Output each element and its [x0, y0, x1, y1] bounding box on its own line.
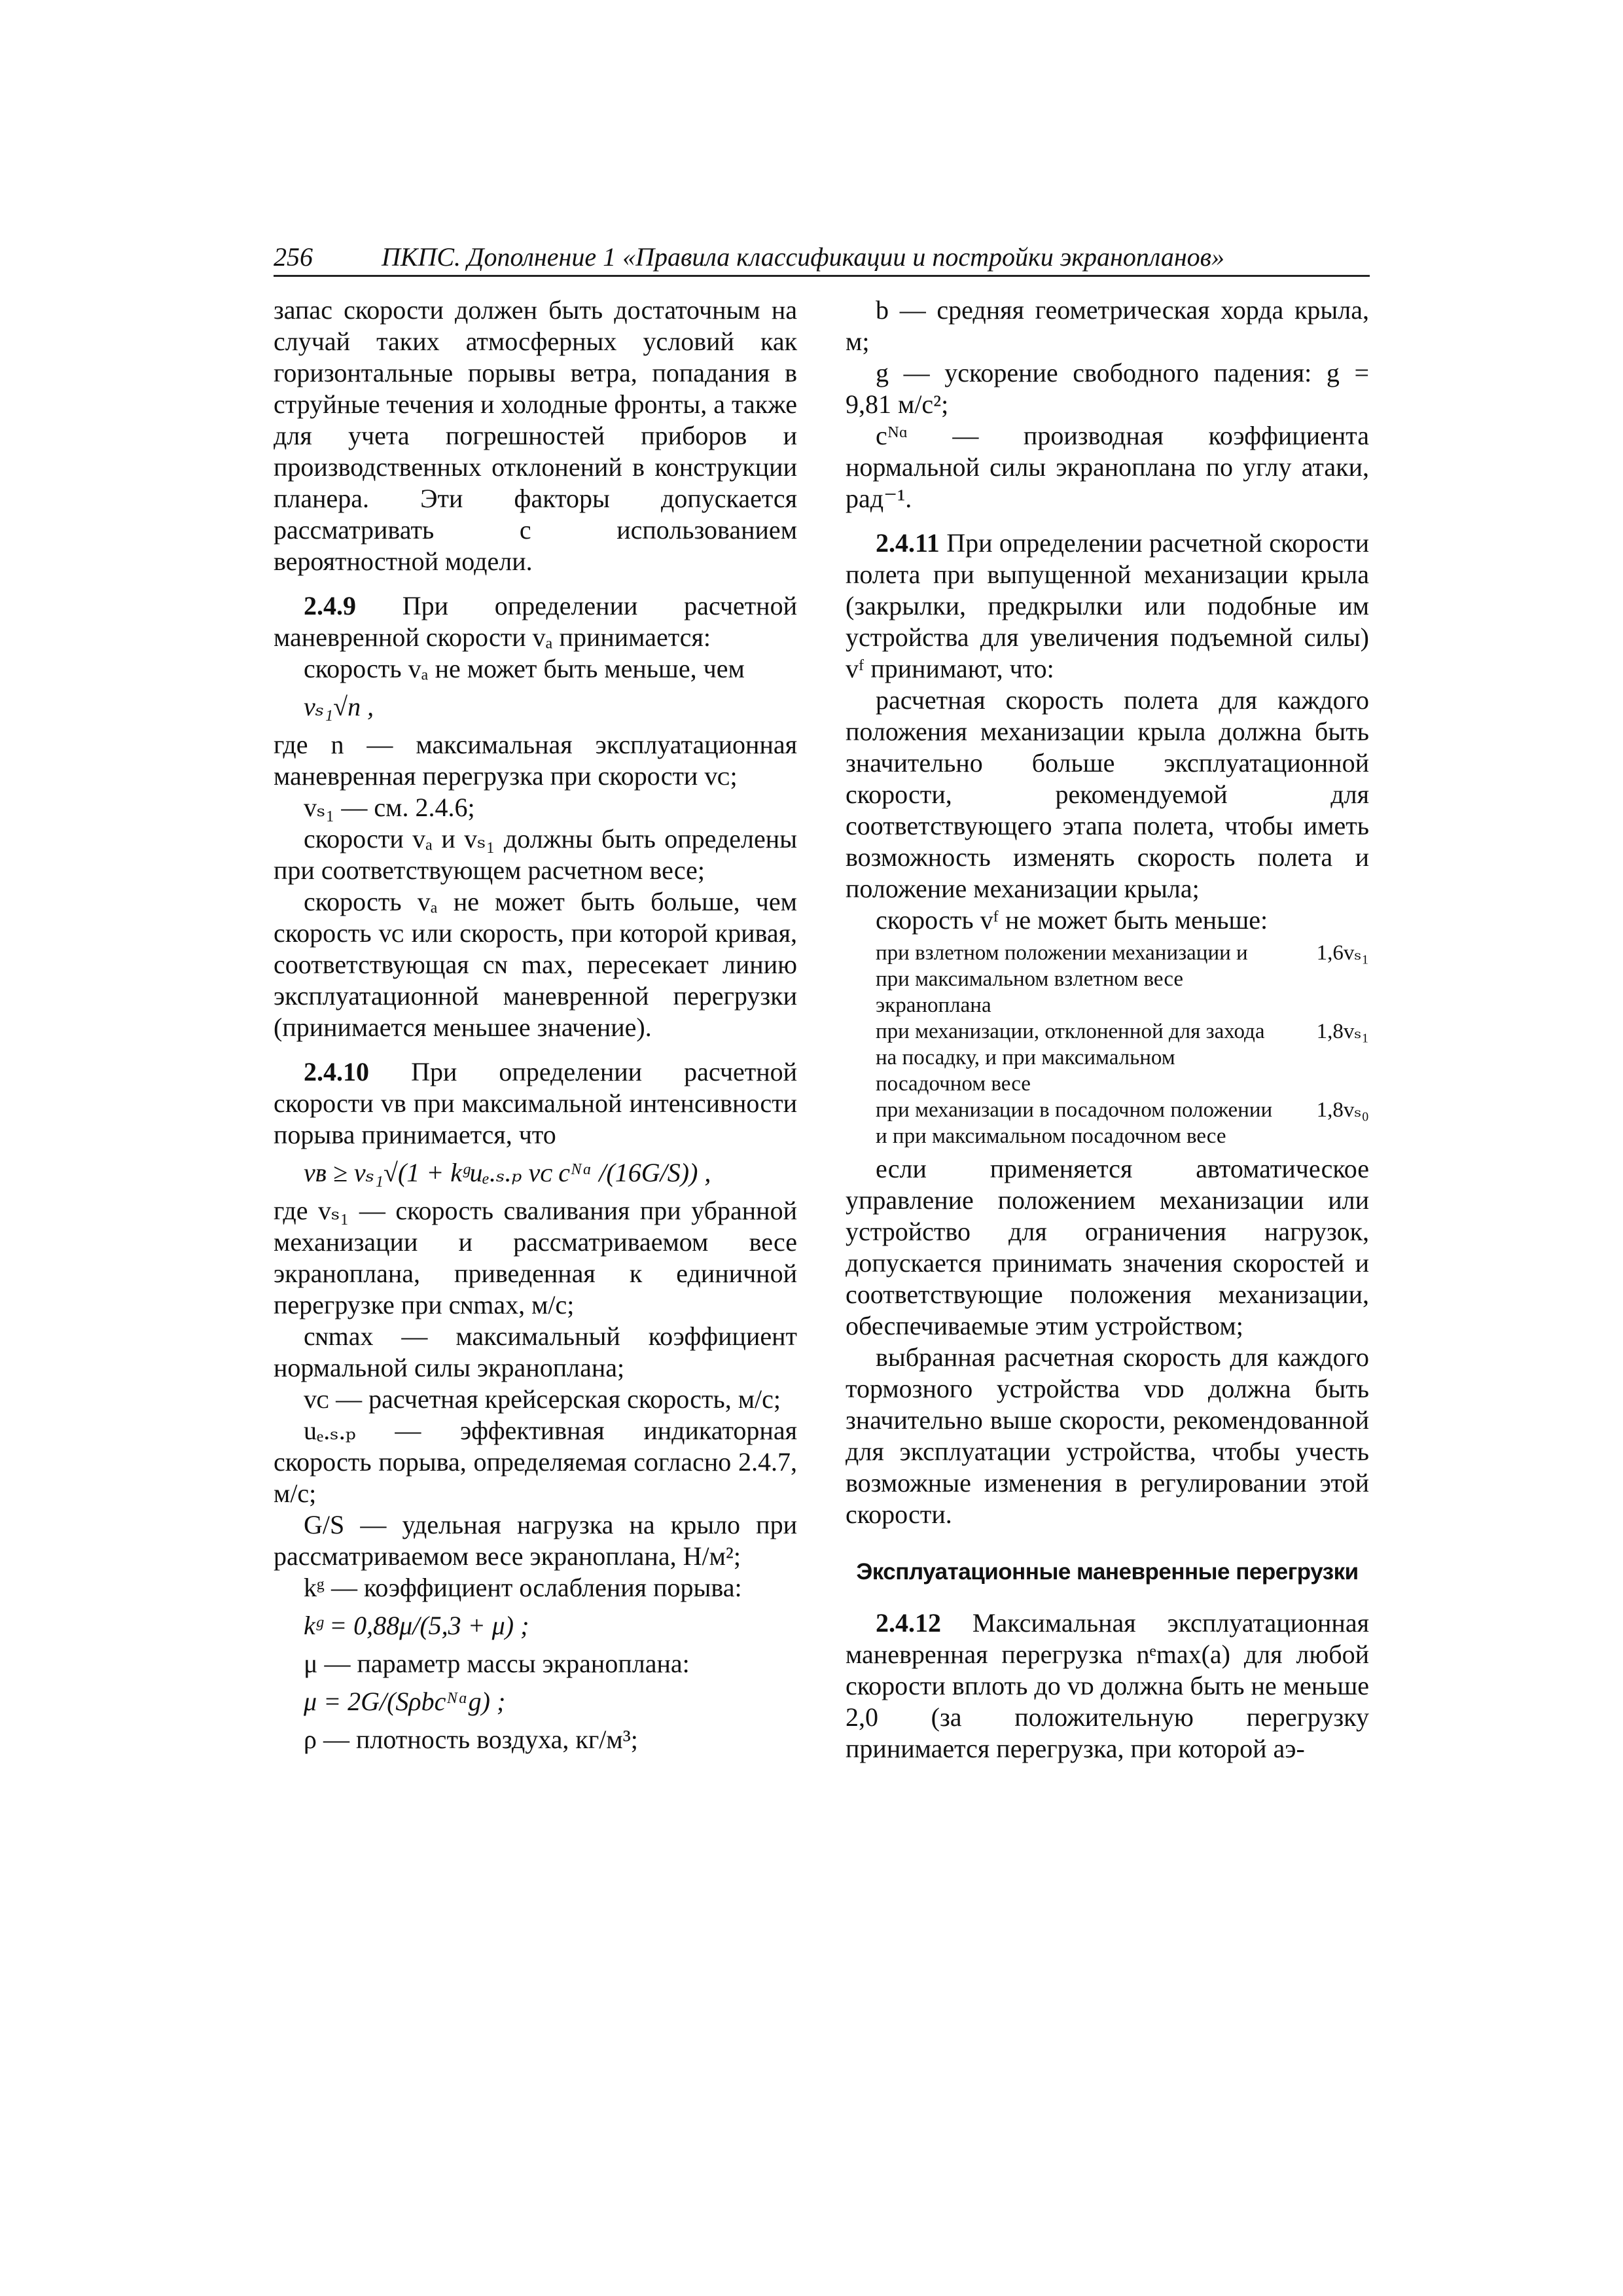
section-text: При определении расчетной скорости vʙ при максимальной интенсивности порыва принимается, что: [274, 1057, 798, 1149]
definition: kᵍ — коэффициент ослабления порыва:: [304, 1573, 742, 1602]
table-cell-value: 1,6vₛ₁: [1316, 941, 1369, 965]
definition: μ — параметр массы экраноплана:: [304, 1649, 690, 1678]
paragraph: если применяется автоматическое управление положением механизации или устройство для ограничения нагрузок, допускается принимать значения скоростей и соответствующие положения механизации, обеспечиваемые этим устройством;: [846, 1154, 1369, 1340]
table-row: [876, 1018, 1369, 1097]
table-cell-text: при механизации в посадочном положении и при максимальном посадочном весе: [876, 1098, 1273, 1148]
section-text: Максимальная эксплуатационная маневренная перегрузка nᵉmax(a) для любой скорости вплоть до vᴅ должна быть не меньше 2,0 (за положительную перегрузку принимается перегрузка, при которой аэ-: [846, 1608, 1369, 1763]
section-number: 2.4.9: [304, 591, 356, 620]
table-cell-value: 1,8vₛ₀: [1316, 1098, 1369, 1122]
paragraph: выбранная расчетная скорость для каждого тормозного устройства vᴅᴅ должна быть значительно выше скорости, рекомендованной для эксплуатации устройства, чтобы учесть возможные изменения в регулировании этой скорости.: [846, 1342, 1369, 1529]
definition: g — ускорение свободного падения: g = 9,81 м/с²;: [846, 358, 1369, 419]
definition: cɴmax — максимальный коэффициент нормальной силы экраноплана;: [274, 1321, 797, 1382]
formula: vʙ ≥ vₛ₁√(1 + kᵍuₑ.ₛ.ₚ vᴄ cᴺᵅ /(16G/S)) ,: [304, 1158, 711, 1187]
section-text: При определении расчетной маневренной скорости vₐ принимается:: [274, 591, 797, 652]
definition: vᴄ — расчетная крейсерская скорость, м/с;: [304, 1384, 781, 1414]
left-column: [274, 295, 797, 1755]
definition: ρ — плотность воздуха, кг/м³;: [304, 1725, 638, 1754]
page-header: [274, 236, 1370, 277]
paragraph: скорость vₐ не может быть больше, чем скорость vᴄ или скорость, при которой кривая, соответствующая cɴ max, пересекает линию эксплуатационной маневренной перегрузки (принимается меньшее значение).: [274, 887, 797, 1042]
definition: b — средняя геометрическая хорда крыла, м;: [846, 295, 1369, 356]
formula: kᵍ = 0,88μ/(5,3 + μ) ;: [304, 1611, 529, 1640]
definition: uₑ.ₛ.ₚ — эффективная индикаторная скорость порыва, определяемая согласно 2.4.7, м/с;: [274, 1416, 797, 1508]
table-cell-text: при взлетном положении механизации и при максимальном взлетном весе экраноплана: [876, 941, 1248, 1017]
table-row: [876, 1097, 1369, 1149]
paragraph-continuation: запас скорости должен быть достаточным на случай таких атмосферных условий как горизонтальные порывы ветра, попадания в струйные течения и холодные фронты, а также для учета погрешностей приборов и производственных отклонений в конструкции планера. Эти факторы допускается рассматривать с использованием вероятностной модели.: [274, 295, 797, 576]
table-cell-text: при механизации, отклоненной для захода на посадку, и при максимальном посадочном весе: [876, 1020, 1265, 1096]
table-cell-value: 1,8vₛ₁: [1316, 1020, 1369, 1043]
definition: cᴺᵅ — производная коэффициента нормальной силы экраноплана по углу атаки, рад⁻¹.: [846, 421, 1369, 513]
page-number: 256: [274, 242, 313, 272]
paragraph: vₛ₁ — см. 2.4.6;: [304, 793, 475, 822]
formula: vₛ₁√n ,: [304, 692, 374, 721]
section-text: При определении расчетной скорости полета при выпущенной механизации крыла (закрылки, предкрылки или подобные им устройства для увеличения подъемной силы) vᶠ принимают, что:: [846, 528, 1369, 683]
section-2-4-9: [274, 590, 797, 653]
speed-table: [876, 940, 1369, 1149]
section-2-4-12: [846, 1607, 1369, 1765]
section-2-4-10: [274, 1056, 797, 1151]
paragraph: скорость vᶠ не может быть меньше:: [876, 905, 1268, 935]
section-heading: Эксплуатационные маневренные перегрузки: [856, 1559, 1359, 1585]
section-number: 2.4.11: [876, 528, 940, 558]
table-row: [876, 940, 1369, 1018]
section-number: 2.4.12: [876, 1608, 941, 1638]
paragraph: скорость vₐ не может быть меньше, чем: [304, 654, 745, 683]
right-column: [846, 295, 1369, 1765]
paragraph: где n — максимальная эксплуатационная маневренная перегрузка при скорости vᴄ;: [274, 730, 797, 791]
section-number: 2.4.10: [304, 1057, 369, 1086]
definition: G/S — удельная нагрузка на крыло при рассматриваемом весе экраноплана, Н/м²;: [274, 1510, 797, 1571]
running-title: ПКПС. Дополнение 1 «Правила классификации и постройки экранопланов»: [382, 242, 1225, 272]
section-2-4-11: [846, 528, 1369, 685]
definition: где vₛ₁ — скорость сваливания при убранной механизации и рассматриваемом весе экраноплана, приведенная к единичной перегрузке при cɴmax, м/с;: [274, 1196, 797, 1319]
paragraph: расчетная скорость полета для каждого положения механизации крыла должна быть значительно больше эксплуатационной скорости, рекомендуемой для соответствующего этапа полета, чтобы иметь возможность изменять скорость полета и положение механизации крыла;: [846, 685, 1369, 903]
formula: μ = 2G/(Sρbcᴺᵅg) ;: [304, 1687, 506, 1716]
paragraph: скорости vₐ и vₛ₁ должны быть определены при соответствующем расчетном весе;: [274, 824, 797, 885]
